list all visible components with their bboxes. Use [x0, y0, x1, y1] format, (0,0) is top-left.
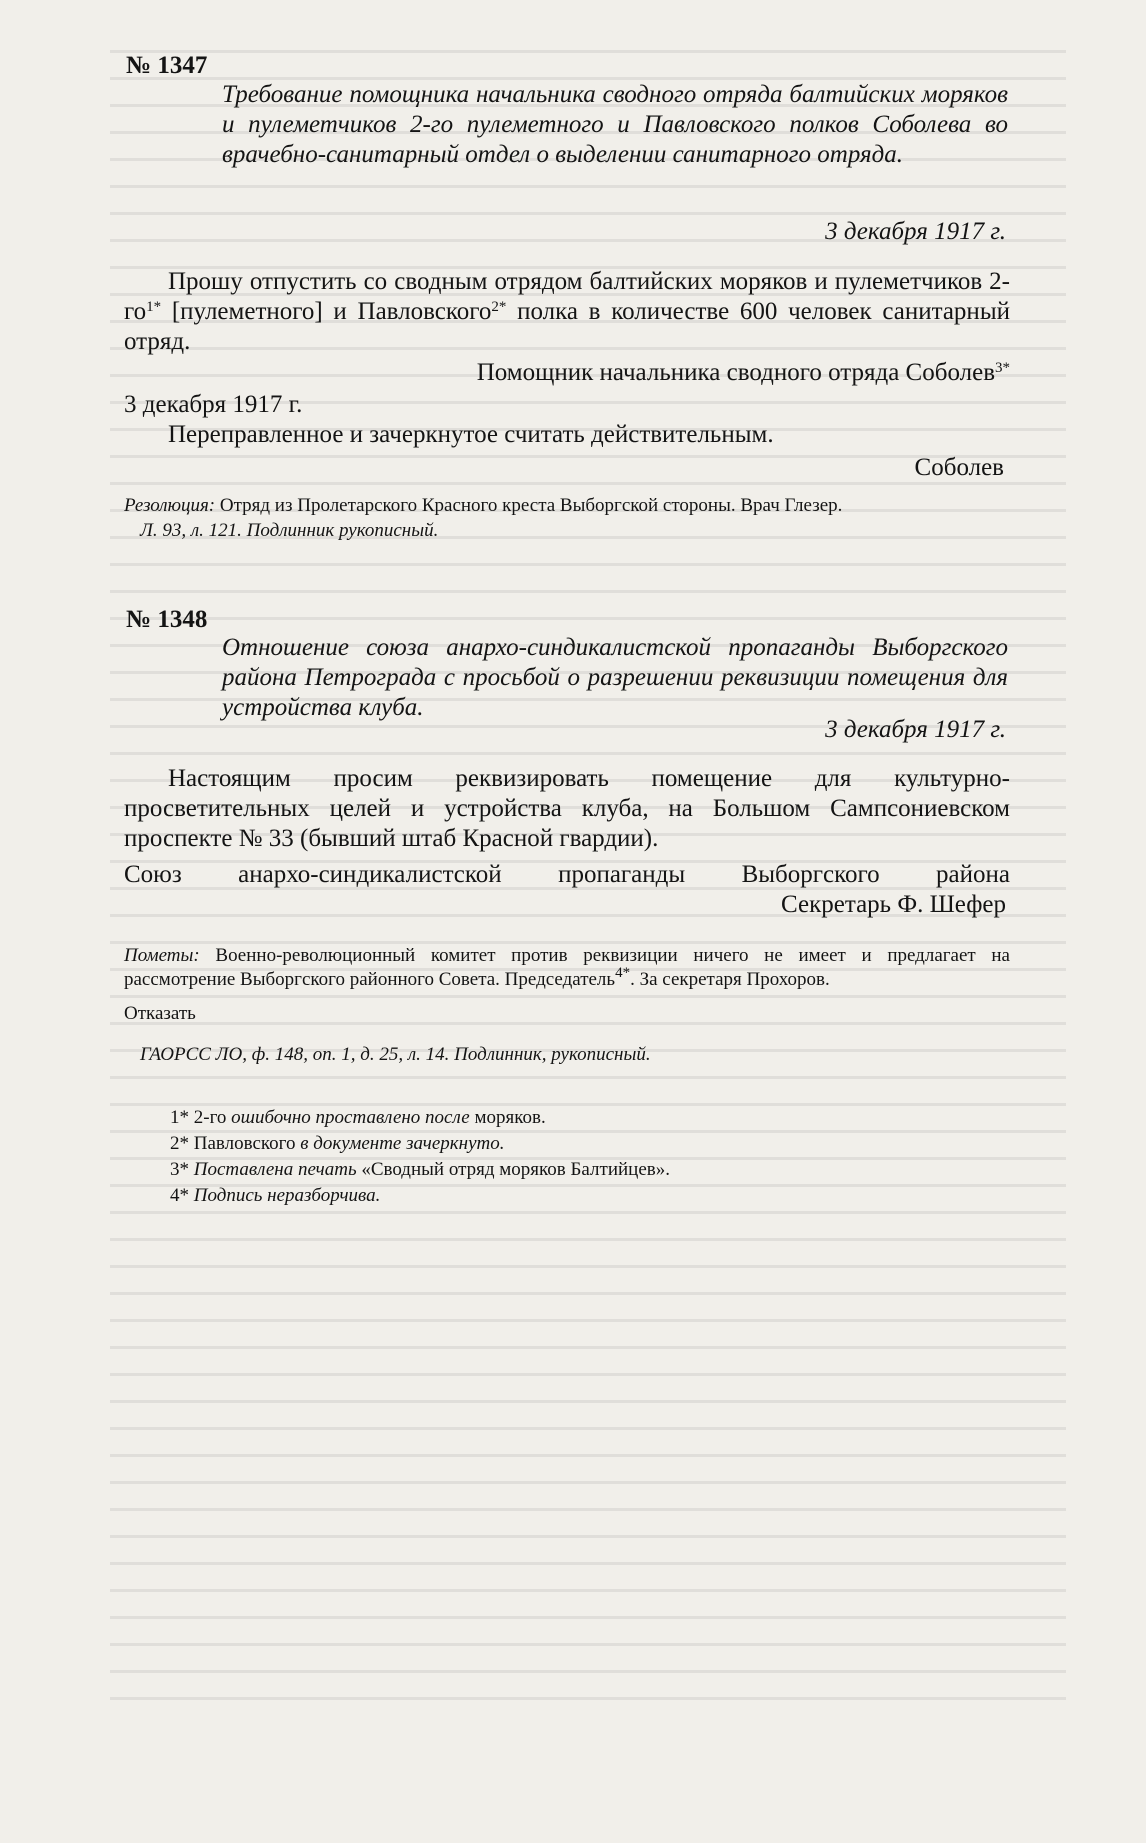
- footnote-3: [170, 1157, 970, 1183]
- doc-1348-org: Союз анархо-синдикалистской пропаганды Выборгского района: [124, 861, 1010, 888]
- footnote-ref-1: 1*: [146, 299, 162, 315]
- doc-1347-resolution: [124, 494, 1024, 518]
- doc-1347-text-c: полка в количестве 600 человек санитарный отряд.: [124, 298, 1010, 355]
- doc-1347-number: № 1347: [126, 52, 208, 79]
- doc-1348-marks: [124, 944, 1010, 992]
- marks-text-2: . За секретаря Прохоров.: [630, 969, 830, 990]
- footnote-2: [170, 1131, 970, 1157]
- footnote-mark: 3*: [170, 1159, 189, 1180]
- footnote-text-italic: в документе зачеркнуто.: [300, 1133, 505, 1154]
- doc-1348-secretary: Секретарь Ф. Шефер: [781, 891, 1006, 918]
- doc-1347-signature-2: Соболев: [914, 454, 1004, 481]
- doc-1348-title: Отношение союза анархо-синдикалистской пропаганды Выборгского района Петрограда с просьбой о разрешении реквизиции помещения для устройства клуба.: [222, 634, 1008, 721]
- doc-1348-refuse: Отказать: [124, 1003, 196, 1024]
- doc-1347-text-a: Прошу отпустить со сводным отрядом балтийских моряков и пулеметчиков 2-го: [124, 268, 1010, 325]
- footnote-text: «Сводный отряд моряков Балтийцев».: [356, 1159, 670, 1180]
- doc-1347-correction: Переправленное и зачеркнутое считать действительным.: [168, 421, 774, 448]
- footnote-text: 2-го: [189, 1107, 232, 1128]
- footnote-mark: 4*: [170, 1185, 189, 1206]
- footnote-text-italic: ошибочно проставлено после: [231, 1107, 470, 1128]
- doc-1348-date: 3 декабря 1917 г.: [825, 716, 1006, 743]
- doc-1348-number: № 1348: [126, 606, 208, 633]
- doc-1348-text: Настоящим просим реквизировать помещение для культурно-просветительных целей и устройства клуба, на Большом Сампсониевском проспекте № 33 (бывший штаб Красной гвардии).: [124, 765, 1010, 852]
- footnote-text: моряков.: [469, 1107, 546, 1128]
- doc-1347-text-b: [пулеметного] и Павловского: [161, 298, 492, 325]
- doc-1348-source: ГАОРСС ЛО, ф. 148, оп. 1, д. 25, л. 14. Подлинник, рукописный.: [140, 1044, 651, 1065]
- footnote-ref-3: 3*: [995, 360, 1010, 376]
- doc-1347-date-2: 3 декабря 1917 г.: [124, 391, 303, 418]
- footnote-ref-2: 2*: [491, 299, 507, 315]
- resolution-text: Отряд из Пролетарского Красного креста Выборгской стороны. Врач Глезер.: [215, 495, 843, 516]
- doc-1347-text: [124, 267, 1010, 357]
- footnote-4: [170, 1183, 970, 1209]
- doc-1347-source: Л. 93, л. 121. Подлинник рукописный.: [140, 520, 439, 541]
- footnote-mark: 2*: [170, 1133, 189, 1154]
- footnote-text-italic: Поставлена печать: [193, 1159, 357, 1180]
- doc-1347-signature: [124, 358, 1010, 388]
- footnote-mark: 1*: [170, 1107, 189, 1128]
- resolution-label: Резолюция:: [124, 495, 216, 516]
- footnotes: [170, 1105, 970, 1209]
- marks-text: Военно-революционный комитет против реквизиции ничего не имеет и предлагает на рассмотрение Выборгского районного Совета. Председатель: [124, 945, 1010, 990]
- footnote-text-italic: Подпись неразборчива.: [193, 1185, 381, 1206]
- footnote-1: [170, 1105, 970, 1131]
- footnote-ref-4: 4*: [615, 965, 631, 981]
- marks-label: Пометы:: [124, 945, 200, 966]
- doc-1347-signature-text: Помощник начальника сводного отряда Соболев: [476, 359, 995, 386]
- doc-1347-date: 3 декабря 1917 г.: [825, 218, 1006, 245]
- footnote-text: Павловского: [189, 1133, 301, 1154]
- doc-1347-title: Требование помощника начальника сводного отряда балтийских моряков и пулеметчиков 2-го пулеметного и Павловского полков Соболева во врачебно-санитарный отдел о выделении санитарного отряда.: [222, 81, 1008, 168]
